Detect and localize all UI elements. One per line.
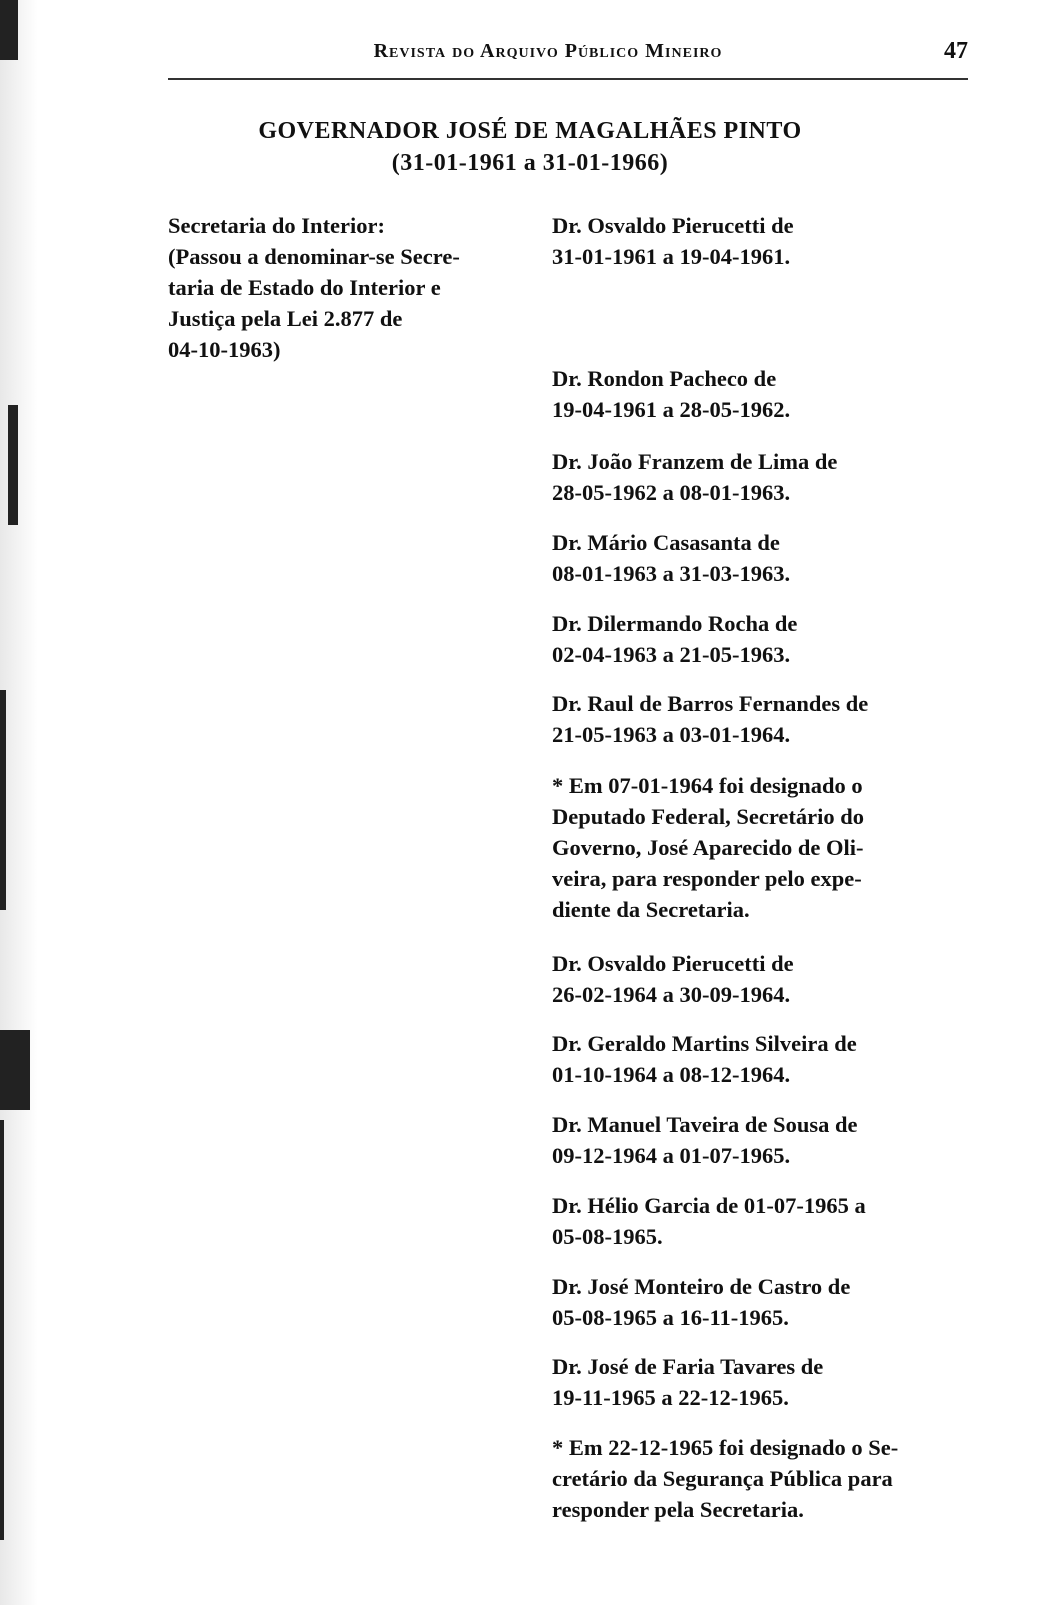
page-number: 47 xyxy=(944,38,968,64)
list-item xyxy=(552,608,797,670)
entry-line: Dr. José de Faria Tavares de xyxy=(552,1354,824,1379)
running-title: Revista do Arquivo Público Mineiro xyxy=(373,40,723,62)
entry-line: 26-02-1964 a 30-09-1964. xyxy=(552,982,791,1007)
entry-line: diente da Secretaria. xyxy=(552,897,750,922)
list-item xyxy=(552,363,790,425)
edge-mark xyxy=(0,1120,4,1540)
entry-line: 09-12-1964 a 01-07-1965. xyxy=(552,1143,791,1168)
entry-line: Dr. Rondon Pacheco de xyxy=(552,366,777,391)
secretariat-line: (Passou a denominar-se Secre- xyxy=(168,244,460,269)
entry-line: * Em 22-12-1965 foi designado o Se- xyxy=(552,1435,899,1460)
entry-line: Dr. Hélio Garcia de 01-07-1965 a xyxy=(552,1193,866,1218)
entry-line: 31-01-1961 a 19-04-1961. xyxy=(552,244,791,269)
entry-line: Governo, José Aparecido de Oli- xyxy=(552,835,864,860)
entry-line: Dr. Dilermando Rocha de xyxy=(552,611,798,636)
entry-line: * Em 07-01-1964 foi designado o xyxy=(552,773,863,798)
entry-line: 01-10-1964 a 08-12-1964. xyxy=(552,1062,791,1087)
list-item xyxy=(552,1351,823,1413)
entry-line: Deputado Federal, Secretário do xyxy=(552,804,865,829)
entry-line: 19-11-1965 a 22-12-1965. xyxy=(552,1385,789,1410)
entry-line: 21-05-1963 a 03-01-1964. xyxy=(552,722,791,747)
entry-line: responder pela Secretaria. xyxy=(552,1497,804,1522)
entry-line: 19-04-1961 a 28-05-1962. xyxy=(552,397,791,422)
list-item xyxy=(552,1190,866,1252)
secretariat-line: Secretaria do Interior: xyxy=(168,213,386,238)
entry-line: Dr. Osvaldo Pierucetti de xyxy=(552,213,794,238)
list-item xyxy=(552,446,837,508)
entry-line: 05-08-1965. xyxy=(552,1224,663,1249)
entry-line: veira, para responder pelo expe- xyxy=(552,866,862,891)
entry-line: Dr. Osvaldo Pierucetti de xyxy=(552,951,794,976)
edge-mark xyxy=(0,1030,30,1110)
list-item xyxy=(552,1271,850,1333)
entry-line: 05-08-1965 a 16-11-1965. xyxy=(552,1305,789,1330)
secretariat-line: 04-10-1963) xyxy=(168,337,281,362)
entry-line: Dr. Mário Casasanta de xyxy=(552,530,780,555)
list-item xyxy=(552,1028,857,1090)
edge-mark xyxy=(8,405,18,525)
governor-heading xyxy=(150,115,910,179)
list-item xyxy=(552,948,794,1010)
entry-line: Dr. Raul de Barros Fernandes de xyxy=(552,691,869,716)
header-rule xyxy=(168,78,968,80)
list-item xyxy=(552,688,868,750)
note-item xyxy=(552,1432,898,1525)
list-item xyxy=(552,210,794,272)
list-item xyxy=(552,1109,857,1171)
secretariat-line: taria de Estado do Interior e xyxy=(168,275,441,300)
entry-line: 28-05-1962 a 08-01-1963. xyxy=(552,480,791,505)
note-item xyxy=(552,770,864,925)
entry-line: Dr. João Franzem de Lima de xyxy=(552,449,838,474)
entry-line: Dr. José Monteiro de Castro de xyxy=(552,1274,851,1299)
scanned-page-edge xyxy=(0,0,38,1605)
secretariat-line: Justiça pela Lei 2.877 de xyxy=(168,306,403,331)
edge-mark xyxy=(0,690,6,910)
entry-line: 02-04-1963 a 21-05-1963. xyxy=(552,642,791,667)
governor-period: (31-01-1961 a 31-01-1966) xyxy=(391,150,669,176)
governor-title: GOVERNADOR JOSÉ DE MAGALHÃES PINTO xyxy=(258,118,802,144)
entry-line: 08-01-1963 a 31-03-1963. xyxy=(552,561,791,586)
entry-line: cretário da Segurança Pública para xyxy=(552,1466,893,1491)
page-header xyxy=(168,40,968,80)
entry-line: Dr. Geraldo Martins Silveira de xyxy=(552,1031,857,1056)
secretariat-description xyxy=(168,210,528,365)
entry-line: Dr. Manuel Taveira de Sousa de xyxy=(552,1112,858,1137)
edge-mark xyxy=(0,0,18,60)
list-item xyxy=(552,527,790,589)
